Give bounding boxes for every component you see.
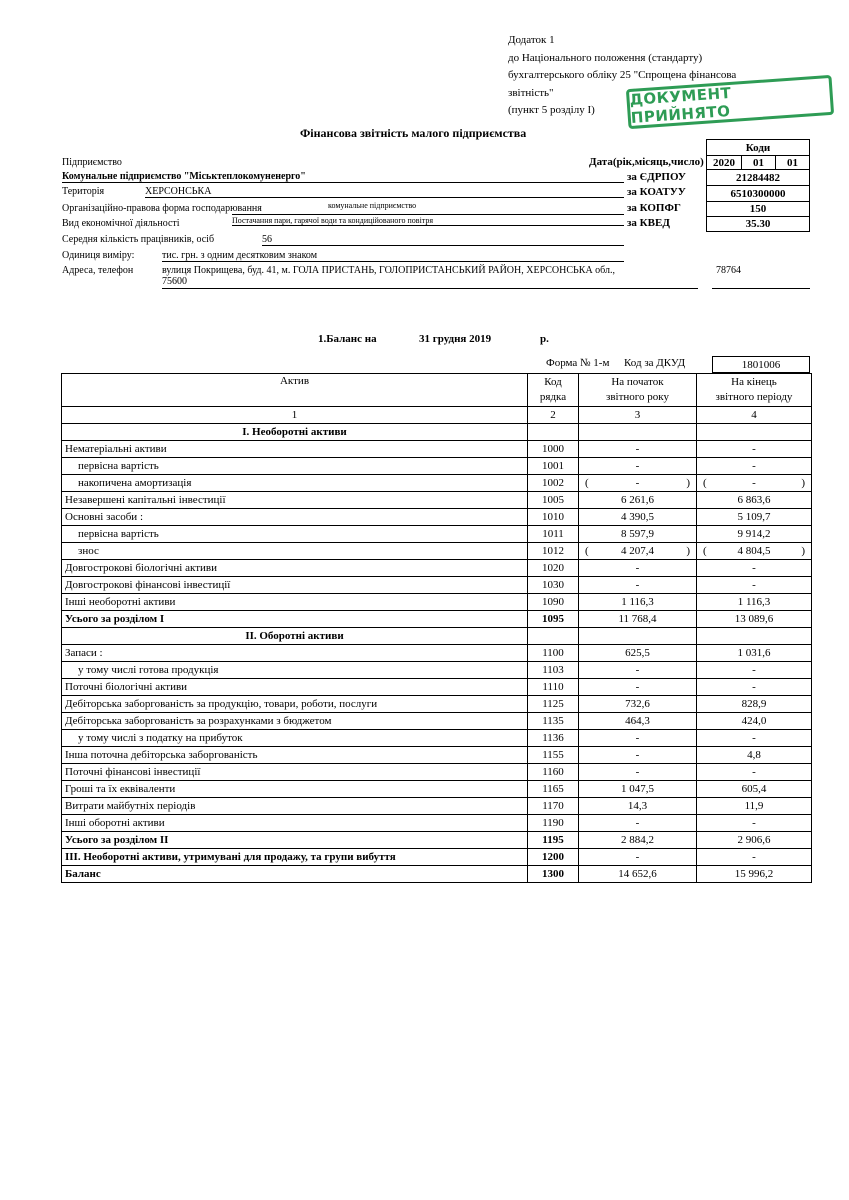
row-code: 1170 — [528, 798, 579, 815]
kved-label: за КВЕД — [627, 217, 670, 229]
row-value-end: - — [697, 815, 812, 832]
column-number-row — [62, 407, 812, 424]
col-header-start-line1: На початок — [611, 376, 664, 388]
row-value-start: - — [579, 577, 697, 594]
row-value-end: - — [697, 458, 812, 475]
row-label: Дебіторська заборгованість за розрахунками з бюджетом — [62, 713, 528, 730]
row-value-end — [697, 543, 812, 560]
address-value — [162, 265, 615, 287]
row-value-start: 8 597,9 — [579, 526, 697, 543]
col-header-code-line1: Код — [544, 376, 562, 388]
row-value-start — [579, 543, 697, 560]
annex-line: звітність" — [508, 86, 554, 99]
row-value-end: 2 906,6 — [697, 832, 812, 849]
unit-value: тис. грн. з одним десятковим знаком — [162, 250, 624, 262]
row-label: Усього за розділом II — [62, 832, 528, 849]
value-text: - — [752, 477, 756, 489]
row-code: 1165 — [528, 781, 579, 798]
table-row — [62, 832, 812, 849]
row-value-start: - — [579, 458, 697, 475]
table-row — [62, 560, 812, 577]
form-label: Форма № 1-м — [546, 357, 610, 369]
col-header-start — [579, 374, 697, 407]
koatuu-label: за КОАТУУ — [627, 186, 686, 198]
empty-cell — [579, 424, 697, 441]
row-code: 1110 — [528, 679, 579, 696]
phone-underline — [712, 288, 810, 289]
row-value-start: 6 261,6 — [579, 492, 697, 509]
unit-label: Одиниця виміру: — [62, 250, 135, 261]
col-header-code — [528, 374, 579, 407]
table-row — [62, 458, 812, 475]
col-header-end-line1: На кінець — [731, 376, 777, 388]
row-label: Дебіторська заборгованість за продукцію, товари, роботи, послуги — [62, 696, 528, 713]
row-value-end: 4,8 — [697, 747, 812, 764]
employees-value: 56 — [262, 234, 624, 246]
row-code: 1200 — [528, 849, 579, 866]
col-header-start-line2: звітного року — [606, 391, 669, 403]
row-code: 1000 — [528, 441, 579, 458]
section-row — [62, 628, 812, 645]
table-row — [62, 526, 812, 543]
row-value-end: - — [697, 849, 812, 866]
date-day: 01 — [776, 155, 810, 170]
row-value-end: 828,9 — [697, 696, 812, 713]
row-label: Інші оборотні активи — [62, 815, 528, 832]
row-value-start: - — [579, 560, 697, 577]
open-paren: ( — [703, 477, 707, 489]
enterprise-name: Комунальне підприємство "Міськтеплокомуненерго" — [62, 171, 624, 183]
row-value-start: 464,3 — [579, 713, 697, 730]
table-header-row — [62, 374, 812, 407]
open-paren: ( — [703, 545, 707, 557]
row-value-end: - — [697, 679, 812, 696]
section-title: I. Необоротні активи — [62, 424, 528, 441]
row-code: 1125 — [528, 696, 579, 713]
row-code: 1136 — [528, 730, 579, 747]
row-value-end: - — [697, 560, 812, 577]
row-code: 1002 — [528, 475, 579, 492]
row-label: Витрати майбутніх періодів — [62, 798, 528, 815]
row-value-end: 6 863,6 — [697, 492, 812, 509]
table-row — [62, 764, 812, 781]
address-line: вулиця Покрищева, буд. 41, м. ГОЛА ПРИСТАНЬ, ГОЛОПРИСТАНСЬКИЙ РАЙОН, ХЕРСОНСЬКА обл., — [162, 265, 615, 276]
row-value-end: 1 116,3 — [697, 594, 812, 611]
table-row — [62, 798, 812, 815]
table-row — [62, 696, 812, 713]
empty-cell — [528, 628, 579, 645]
annex-line: бухгалтерського обліку 25 "Спрощена фінансова — [508, 69, 737, 81]
table-row — [62, 611, 812, 628]
row-code: 1010 — [528, 509, 579, 526]
row-value-end — [697, 475, 812, 492]
value-text: 4 207,4 — [621, 545, 654, 557]
table-row — [62, 441, 812, 458]
table-row — [62, 543, 812, 560]
row-label: III. Необоротні активи, утримувані для продажу, та групи вибуття — [62, 849, 528, 866]
annex-line: (пункт 5 розділу I) — [508, 104, 595, 116]
row-value-end: 1 031,6 — [697, 645, 812, 662]
date-year: 2020 — [706, 155, 742, 170]
row-label: у тому числі з податку на прибуток — [62, 730, 528, 747]
value-text: 4 804,5 — [737, 545, 771, 557]
kopfg-code: 150 — [706, 202, 810, 217]
empty-cell — [528, 424, 579, 441]
row-value-start: - — [579, 441, 697, 458]
table-row — [62, 815, 812, 832]
legal-form-underline — [232, 214, 624, 215]
row-label: Інша поточна дебіторська заборгованість — [62, 747, 528, 764]
open-paren: ( — [585, 545, 589, 557]
row-label: Поточні фінансові інвестиції — [62, 764, 528, 781]
employees-label: Середня кількість працівників, осіб — [62, 234, 215, 245]
row-label: первісна вартість — [62, 458, 528, 475]
row-value-start: 11 768,4 — [579, 611, 697, 628]
row-code: 1300 — [528, 866, 579, 883]
col-number: 2 — [528, 407, 579, 424]
table-row — [62, 577, 812, 594]
table-row — [62, 713, 812, 730]
table-row — [62, 594, 812, 611]
row-value-end: - — [697, 730, 812, 747]
page-title: Фінансова звітність малого підприємства — [300, 126, 527, 140]
row-value-start: - — [579, 730, 697, 747]
edrpou-code: 21284482 — [706, 170, 810, 186]
table-row — [62, 747, 812, 764]
row-label: Довгострокові біологічні активи — [62, 560, 528, 577]
activity-label: Вид економічної діяльності — [62, 218, 180, 229]
row-code: 1095 — [528, 611, 579, 628]
row-code: 1100 — [528, 645, 579, 662]
row-value-end: 11,9 — [697, 798, 812, 815]
open-paren: ( — [585, 477, 589, 489]
row-label: Поточні біологічні активи — [62, 679, 528, 696]
row-value-start: 4 390,5 — [579, 509, 697, 526]
address-underline — [162, 288, 698, 289]
codes-header: Коди — [706, 139, 810, 155]
row-value-start: - — [579, 815, 697, 832]
dkud-label: Код за ДКУД — [624, 357, 686, 369]
date-month: 01 — [742, 155, 776, 170]
row-value-end: - — [697, 662, 812, 679]
value-text: - — [635, 477, 640, 489]
col-header-code-line2: рядка — [539, 391, 567, 403]
territory-value: ХЕРСОНСЬКА — [145, 186, 624, 198]
col-header-asset: Актив — [62, 374, 528, 407]
row-label: Основні засоби : — [62, 509, 528, 526]
close-paren: ) — [686, 545, 690, 557]
row-value-end: - — [697, 441, 812, 458]
row-value-end: 13 089,6 — [697, 611, 812, 628]
legal-form-value: комунальне підприємство — [328, 201, 417, 210]
row-code: 1090 — [528, 594, 579, 611]
close-paren: ) — [801, 477, 805, 489]
row-value-end: 9 914,2 — [697, 526, 812, 543]
row-value-start: - — [579, 747, 697, 764]
row-value-end: 605,4 — [697, 781, 812, 798]
activity-value: Постачання пари, гарячої води та кондиційованого повітря — [232, 216, 624, 226]
row-value-start: 732,6 — [579, 696, 697, 713]
row-value-end: 15 996,2 — [697, 866, 812, 883]
close-paren: ) — [686, 477, 690, 489]
row-value-start: 1 047,5 — [579, 781, 697, 798]
row-label: Гроші та їх еквіваленти — [62, 781, 528, 798]
col-number: 4 — [697, 407, 812, 424]
row-value-start: - — [579, 849, 697, 866]
empty-cell — [579, 628, 697, 645]
table-row — [62, 730, 812, 747]
row-value-end: 5 109,7 — [697, 509, 812, 526]
section-row — [62, 424, 812, 441]
row-value-start: - — [579, 679, 697, 696]
table-row — [62, 662, 812, 679]
row-code: 1012 — [528, 543, 579, 560]
row-value-start: 1 116,3 — [579, 594, 697, 611]
annex-line: Додаток 1 — [508, 34, 555, 46]
table-row — [62, 475, 812, 492]
row-value-end: - — [697, 577, 812, 594]
row-label: накопичена амортизація — [62, 475, 528, 492]
col-header-end-line2: звітного періоду — [715, 391, 793, 403]
row-value-end: 424,0 — [697, 713, 812, 730]
row-value-start: - — [579, 764, 697, 781]
row-code: 1195 — [528, 832, 579, 849]
table-row — [62, 679, 812, 696]
row-code: 1135 — [528, 713, 579, 730]
row-value-start — [579, 475, 697, 492]
section-title: II. Оборотні активи — [62, 628, 528, 645]
row-code: 1160 — [528, 764, 579, 781]
row-code: 1020 — [528, 560, 579, 577]
row-code: 1001 — [528, 458, 579, 475]
kved-code: 35.30 — [706, 217, 810, 232]
row-value-start: 14,3 — [579, 798, 697, 815]
enterprise-label: Підприємство — [62, 157, 122, 168]
row-label: Запаси : — [62, 645, 528, 662]
balance-year-suffix: р. — [540, 333, 549, 345]
row-code: 1030 — [528, 577, 579, 594]
balance-title: 1.Баланс на — [318, 333, 377, 345]
legal-form-label: Організаційно-правова форма господарювання — [62, 203, 262, 214]
row-label: Інші необоротні активи — [62, 594, 528, 611]
table-row — [62, 492, 812, 509]
table-row — [62, 509, 812, 526]
row-value-start: 2 884,2 — [579, 832, 697, 849]
col-header-end — [697, 374, 812, 407]
row-code: 1155 — [528, 747, 579, 764]
col-number: 3 — [579, 407, 697, 424]
row-label: Незавершені капітальні інвестиції — [62, 492, 528, 509]
table-row — [62, 849, 812, 866]
stamp-text: ДОКУМЕНТ ПРИЙНЯТО — [628, 83, 732, 127]
row-code: 1190 — [528, 815, 579, 832]
dkud-code: 1801006 — [712, 356, 810, 373]
row-code: 1005 — [528, 492, 579, 509]
empty-cell — [697, 628, 812, 645]
koatuu-code: 6510300000 — [706, 186, 810, 202]
table-row — [62, 645, 812, 662]
balance-table — [61, 373, 812, 883]
row-label: Нематеріальні активи — [62, 441, 528, 458]
row-value-start: - — [579, 662, 697, 679]
kopfg-label: за КОПФГ — [627, 202, 681, 214]
row-label: первісна вартість — [62, 526, 528, 543]
empty-cell — [697, 424, 812, 441]
row-label: знос — [62, 543, 528, 560]
row-label: Баланс — [62, 866, 528, 883]
row-value-start: 14 652,6 — [579, 866, 697, 883]
territory-label: Територія — [62, 186, 105, 197]
table-row — [62, 866, 812, 883]
address-label: Адреса, телефон — [62, 265, 134, 276]
row-code: 1103 — [528, 662, 579, 679]
address-line: 75600 — [162, 276, 187, 287]
row-value-start: 625,5 — [579, 645, 697, 662]
row-value-end: - — [697, 764, 812, 781]
row-label: у тому числі готова продукція — [62, 662, 528, 679]
close-paren: ) — [801, 545, 805, 557]
phone-value: 78764 — [716, 265, 741, 276]
table-row — [62, 781, 812, 798]
edrpou-label: за ЄДРПОУ — [627, 171, 686, 183]
date-label: Дата(рік,місяць,число) — [589, 156, 704, 168]
col-number: 1 — [62, 407, 528, 424]
row-label: Усього за розділом I — [62, 611, 528, 628]
row-label: Довгострокові фінансові інвестиції — [62, 577, 528, 594]
balance-date: 31 грудня 2019 — [419, 333, 492, 345]
row-code: 1011 — [528, 526, 579, 543]
annex-line: до Національного положення (стандарту) — [508, 51, 703, 64]
